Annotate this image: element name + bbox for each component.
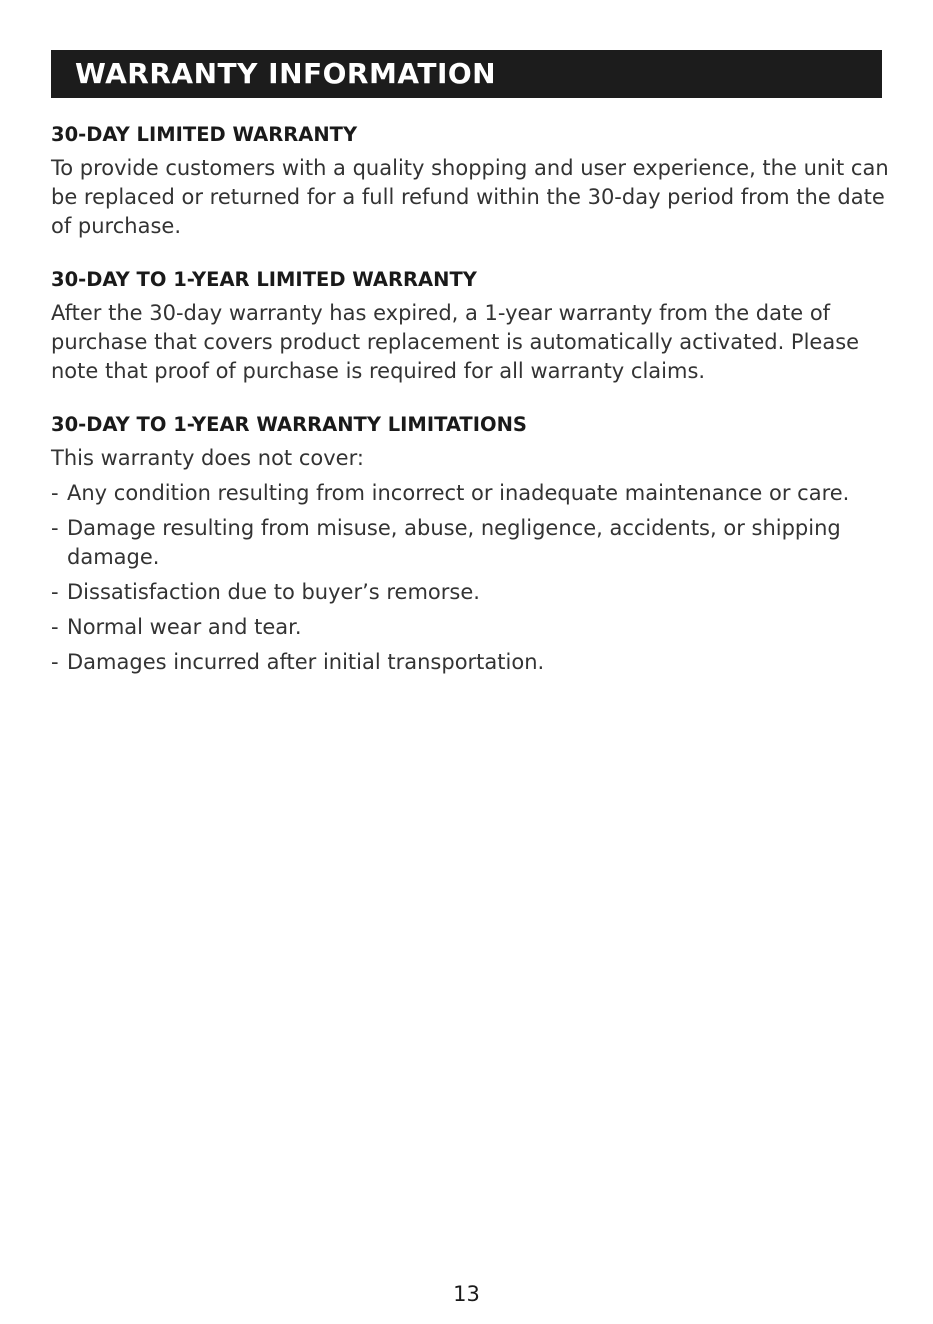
section-30-day-limited-warranty	[51, 122, 891, 241]
section-paragraph: After the 30-day warranty has expired, a 1-year warranty from the date of purchase that covers product replacement is automatically activated. Please note that proof of purchase is required for all warranty claims.	[51, 301, 860, 383]
dash-bullet: -	[51, 516, 59, 540]
section-1-year-limited-warranty	[51, 267, 891, 386]
warranty-content	[51, 122, 891, 683]
list-item	[51, 613, 891, 642]
list-item-text: Normal wear and tear.	[67, 615, 302, 639]
list-item	[51, 578, 891, 607]
list-item	[51, 514, 891, 572]
section-paragraph: This warranty does not cover:	[51, 446, 364, 470]
section-heading: 30-DAY LIMITED WARRANTY	[51, 123, 358, 146]
section-paragraph: To provide customers with a quality shopping and user experience, the unit can be replaced or returned for a full refund within the 30-day period from the date of purchase.	[51, 156, 889, 238]
section-heading: 30-DAY TO 1-YEAR LIMITED WARRANTY	[51, 268, 477, 291]
list-item	[51, 648, 891, 677]
section-heading: 30-DAY TO 1-YEAR WARRANTY LIMITATIONS	[51, 413, 527, 436]
list-item	[51, 479, 891, 508]
limitations-list	[51, 479, 891, 677]
dash-bullet: -	[51, 615, 59, 639]
page-title: WARRANTY INFORMATION	[75, 57, 497, 90]
list-item-text: Damage resulting from misuse, abuse, negligence, accidents, or shipping damage.	[67, 516, 841, 569]
dash-bullet: -	[51, 650, 59, 674]
page-header-bar	[51, 50, 882, 98]
list-item-text: Dissatisfaction due to buyer’s remorse.	[67, 580, 480, 604]
list-item-text: Damages incurred after initial transportation.	[67, 650, 545, 674]
dash-bullet: -	[51, 580, 59, 604]
dash-bullet: -	[51, 481, 59, 505]
section-warranty-limitations	[51, 412, 891, 677]
list-item-text: Any condition resulting from incorrect or inadequate maintenance or care.	[67, 481, 850, 505]
page-number: 13	[453, 1282, 480, 1306]
